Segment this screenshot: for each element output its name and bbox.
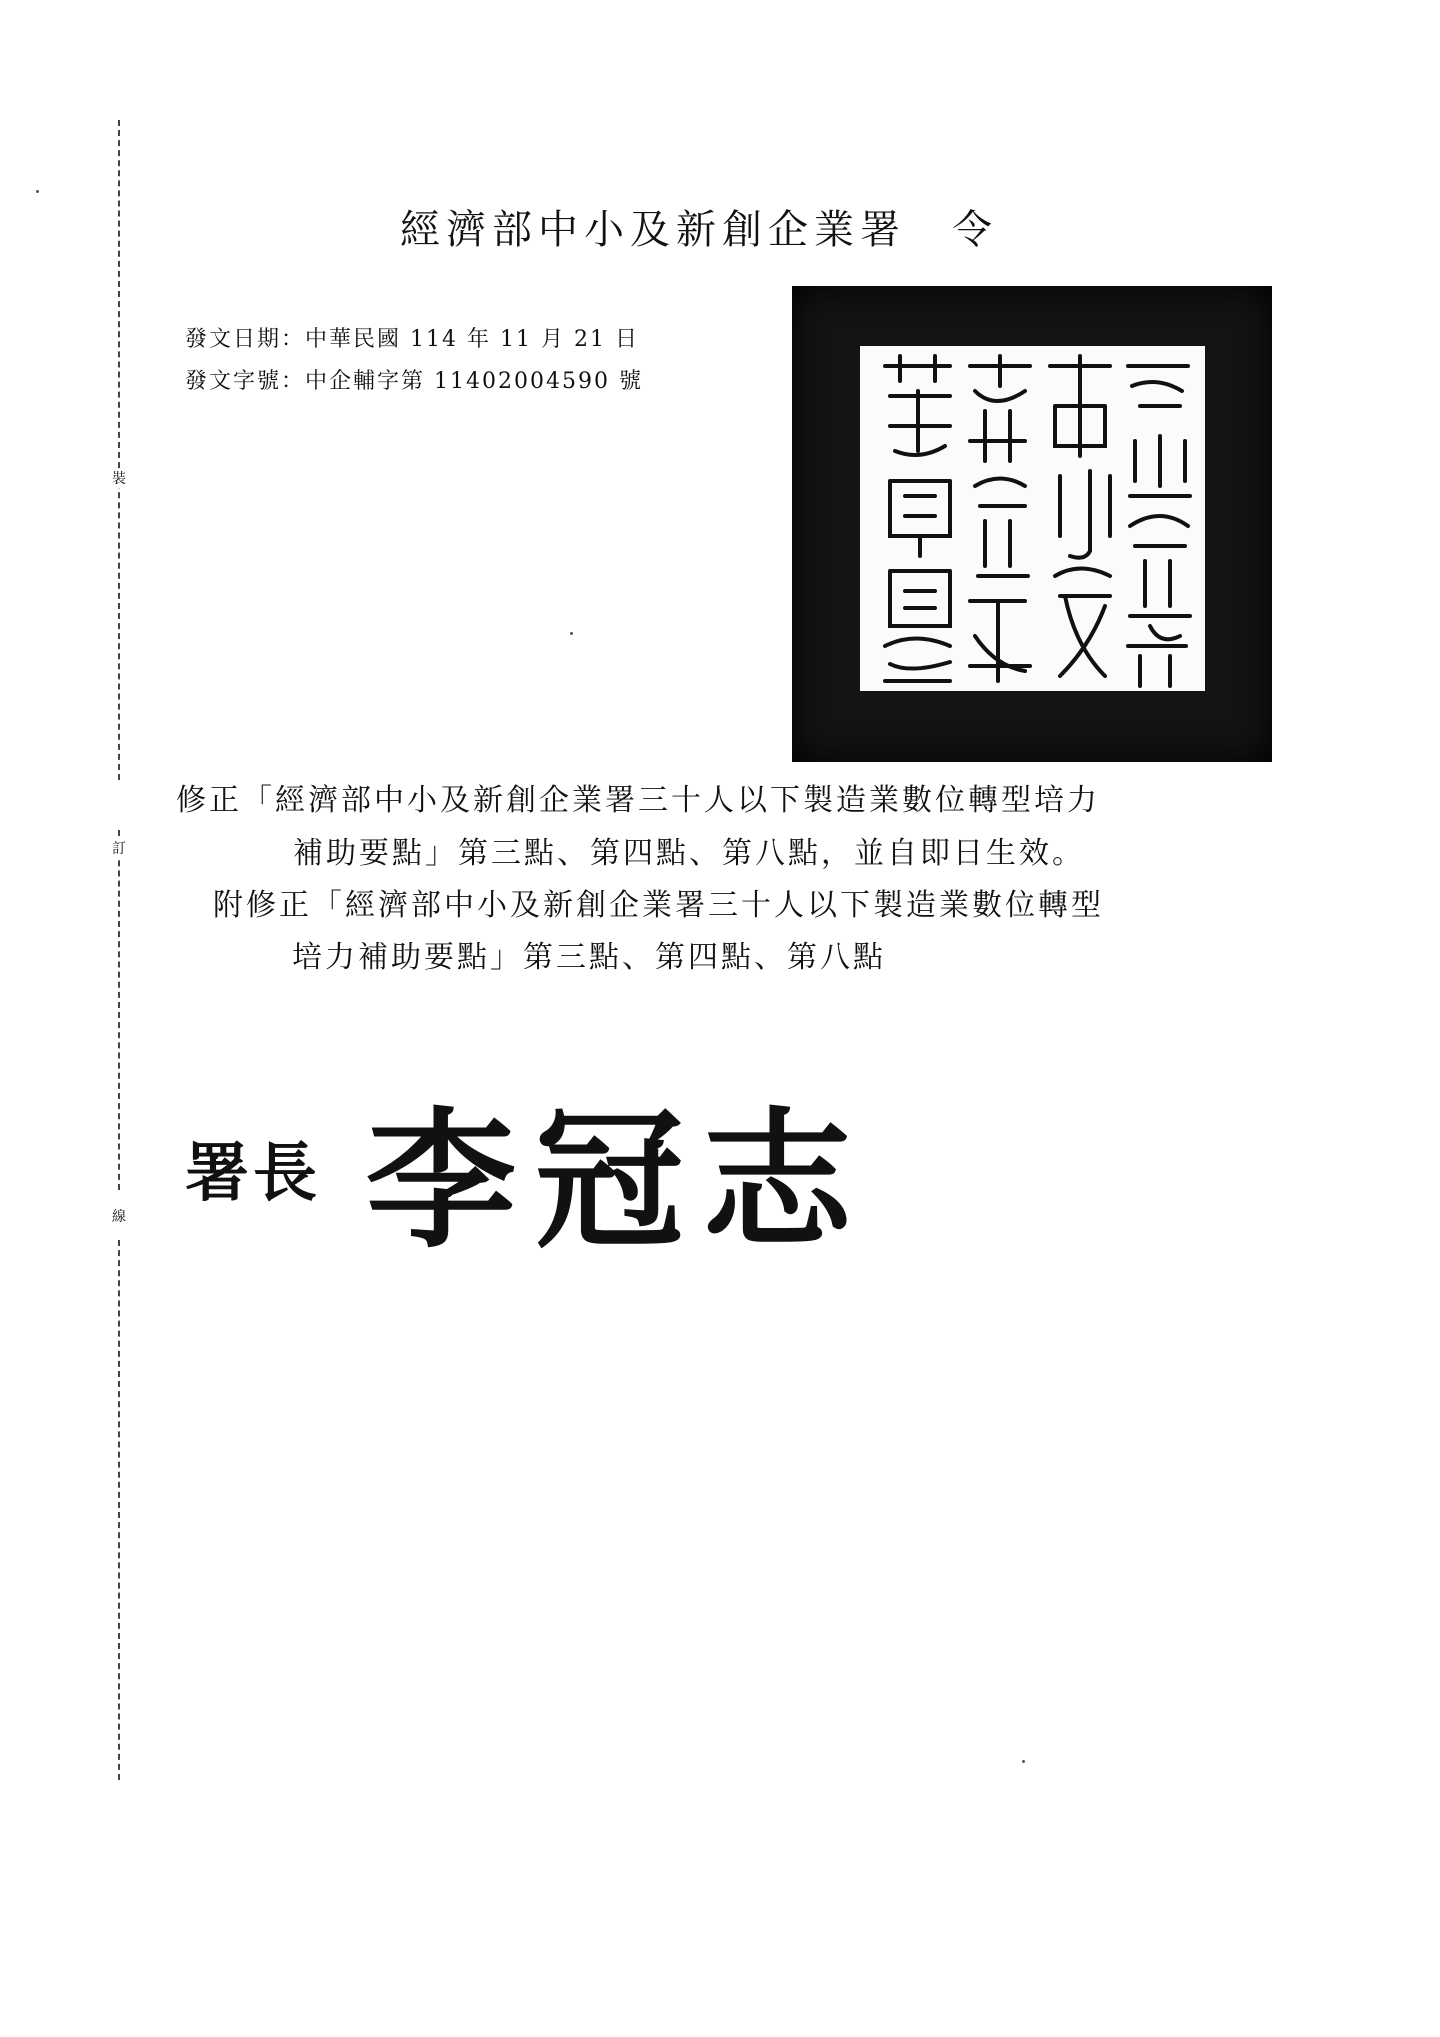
seal-script-glyphs: [860, 346, 1205, 691]
binding-mark-ding: 訂: [112, 841, 126, 857]
body-line-1: 修正「經濟部中小及新創企業署三十人以下製造業數位轉型培力: [176, 783, 1100, 818]
scan-speck: [36, 190, 39, 193]
signatory-name: 李冠志: [366, 1093, 871, 1269]
body-line-2: 補助要點」第三點、第四點、第八點，並自即日生效。: [293, 836, 1085, 871]
scan-speck: [1022, 1760, 1025, 1763]
body-line-4: 培力補助要點」第三點、第四點、第八點: [292, 940, 886, 975]
scan-speck: [570, 632, 573, 635]
binding-line-top: [118, 120, 120, 780]
body-line-3: 附修正「經濟部中小及新創企業署三十人以下製造業數位轉型: [213, 888, 1104, 923]
binding-line-middle: [118, 830, 120, 1190]
document-number: 發文字號：中企輔字第 11402004590 號: [185, 369, 643, 394]
issue-date: 發文日期：中華民國 114 年 11 月 21 日: [185, 327, 639, 352]
document-title: 經濟部中小及新創企業署 令: [400, 207, 998, 253]
binding-mark-xian: 線: [112, 1209, 126, 1225]
signatory-title: 署長: [185, 1136, 321, 1211]
binding-mark-zhuang: 裝: [112, 471, 126, 487]
signature-block: [185, 1060, 870, 1276]
binding-line-bottom: [118, 1240, 120, 1780]
seal-face: [860, 346, 1205, 691]
official-seal: [792, 286, 1272, 762]
